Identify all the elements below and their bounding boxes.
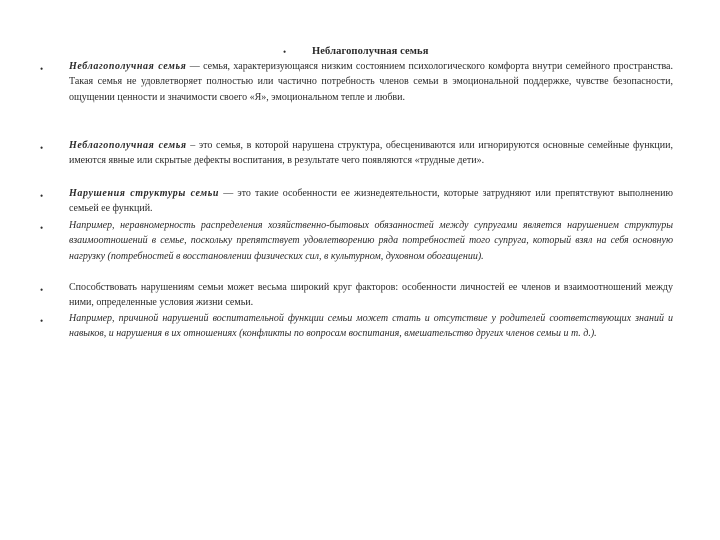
- bullet: •: [40, 316, 44, 326]
- title-row: [0, 45, 720, 59]
- item-text: [69, 138, 673, 169]
- item-term: Неблагополучная семья: [69, 61, 187, 72]
- item-definition: – это семья, в которой нарушена структура, обесцениваются или игнорируются основные семейные функции, имеются явные или скрытые дефекты воспитания, в результате чего появляются «трудные дети».: [69, 140, 673, 167]
- item-text: [69, 186, 673, 217]
- item-example-text: Например, причиной нарушений воспитательной функции семьи может стать и отсутствие у родителей соответствующих знаний и навыков, и нарушения в их отношениях (конфликты по вопросам воспитания, вмешательство других членов семьи и т. д.).: [69, 313, 673, 340]
- title-bullet: •: [283, 47, 287, 57]
- item-text: Способствовать нарушениям семьи может весьма широкий круг факторов: особенности личностей ее членов и взаимоотношений между ними, определенные условия жизни семьи.: [69, 282, 673, 309]
- item-definition: — это такие особенности ее жизнедеятельности, которые затрудняют или препятствуют выполнению семьей ее функций.: [69, 188, 673, 215]
- item-definition: — семья, характеризующаяся низким состоянием психологического комфорта внутри семейного пространства. Такая семья не удовлетворяет полностью или частично потребность членов семьи в эмоциональной поддержке, чувстве безопасности, ощущении ценности и значимости своего «Я», эмоциональном тепле и любви.: [69, 61, 673, 103]
- bullet: •: [40, 191, 44, 201]
- bullet: •: [40, 143, 44, 153]
- item-term: Неблагополучная семья: [69, 140, 187, 151]
- item-text: [69, 59, 673, 105]
- slide-title: Неблагополучная семья: [312, 46, 429, 57]
- bullet: •: [40, 223, 44, 233]
- bullet: •: [40, 285, 44, 295]
- bullet: •: [40, 64, 44, 74]
- item-example-text: Например, неравномерность распределения хозяйственно-бытовых обязанностей между супругами является нарушением структуры взаимоотношений в семье, поскольку препятствует удовлетворению ряда потребностей того супруга, который взял на себя основную нагрузку (потребностей в восстановлении физических сил, в культурном, духовном обогащении).: [69, 220, 673, 262]
- item-term: Нарушения структуры семьи: [69, 188, 220, 199]
